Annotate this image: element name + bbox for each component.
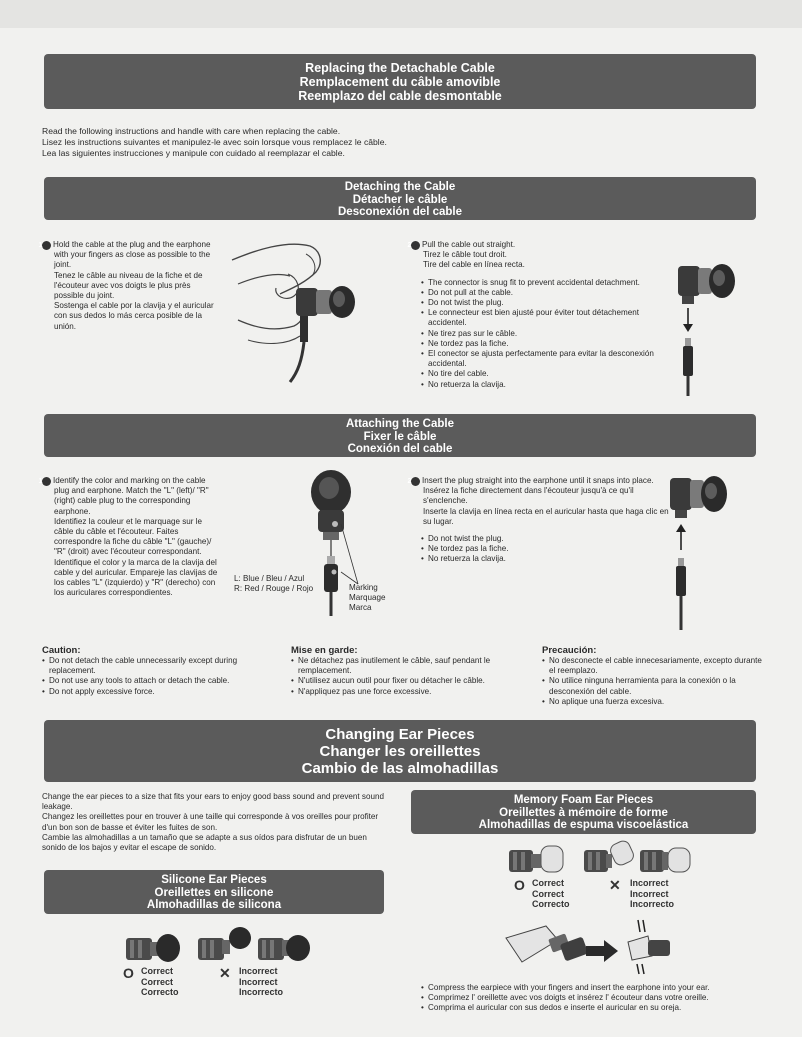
ear-intro [42, 792, 387, 853]
list-item: • Ne tordez pas la fiche. [421, 544, 669, 554]
list-item: • Ne tirez pas sur le câble. [421, 329, 673, 339]
incorrect-symbol: ✕ [219, 965, 231, 981]
step-number-badge: 1 [42, 241, 51, 250]
marking-label [349, 583, 389, 614]
list-item: • Le connecteur est bien ajusté pour éviter tout détachement accidentel. [421, 308, 673, 328]
list-item: • No utilice ninguna herramienta para la conexión o la desconexión del cable. [542, 676, 762, 696]
list-item: • No retuerza la clavija. [421, 380, 673, 390]
detach-step2-fr: Tirez le câble tout droit. [423, 250, 507, 260]
foam-incorrect-label: Incorrect Incorrect Incorrecto [630, 878, 675, 909]
attach-step1-fr: Identifiez la couleur et le marquage sur le câble du câble et l'écouteur. Faites correspondre la fiche du câble "L" (gauche)/ "R" (droit) avec l'écouteur correspondant. [54, 516, 212, 557]
detach-step1 [38, 240, 220, 332]
attach-step1-en: Identify the color and marking on the cable plug and earphone. Match the "L" (left)/ "R" (right) cable plug to the corresponding earphone. [53, 476, 209, 516]
intro-en: Read the following instructions and handle with care when replacing the cable. [42, 126, 341, 136]
silicone-incorrect-label: Incorrect Incorrect Incorrecto [239, 966, 284, 997]
list-item: • The connector is snug fit to prevent accidental detachment. [421, 278, 673, 288]
detach-heading-en: Detaching the Cable [344, 181, 456, 193]
list-item: • Do not pull at the cable. [421, 288, 673, 298]
detach-banner [44, 177, 756, 220]
list-item: • Ne détachez pas inutilement le câble, sauf pendant le remplacement. [291, 656, 511, 676]
attach-insert-illustration [664, 470, 734, 630]
title-fr: Remplacement du câble amovible [299, 75, 501, 89]
attach-step1-es: Identifique el color y la marca de la clavija del cable y del auricular. Empareje las clavijas de los cables "L" (izquierdo) y "R" (derecho) con los auriculares correspondientes. [54, 557, 218, 598]
list-item: • No retuerza la clavija. [421, 554, 669, 564]
incorrect-symbol: ✕ [609, 877, 621, 893]
attach-heading-fr: Fixer le câble [363, 430, 437, 443]
caution-en [42, 645, 262, 697]
title-es: Reemplazo del cable desmontable [298, 89, 502, 103]
ear-heading-fr: Changer les oreillettes [319, 743, 481, 760]
step-number-badge: 2 [411, 241, 420, 250]
step-number-badge: 2 [411, 477, 420, 486]
page-header-strip [0, 0, 802, 28]
intro-text [42, 126, 762, 159]
detach-step1-en: Hold the cable at the plug and the earphone with your fingers as close as possible to the joint. [53, 240, 211, 270]
detach-step1-fr: Tenez le câble au niveau de la fiche et de l'écouteur avec vos doigts le plus près possible du joint. [54, 270, 203, 301]
list-item: • N'appliquez pas une force excessive. [291, 687, 511, 697]
list-item: • Do not twist the plug. [421, 298, 673, 308]
list-item: • Do not apply excessive force. [42, 687, 262, 697]
foam-instructions [421, 983, 756, 1014]
attach-step2-bullets [411, 534, 669, 565]
silicone-correct-label: Correct Correct Correcto [141, 966, 179, 997]
attach-heading-es: Conexión del cable [347, 443, 453, 455]
list-item: • No aplique una fuerza excesiva. [542, 697, 762, 707]
list-item: • Comprima el auricular con sus dedos e inserte el auricular en su oreja. [421, 1003, 756, 1013]
attach-step2-es: Inserte la clavija en línea recta en el auricular hasta que haga clic en su lugar. [423, 506, 669, 526]
list-item: • Do not detach the cable unnecessarily except during replacement. [42, 656, 262, 676]
caution-heading: Precaución: [542, 645, 597, 656]
detach-step2-es: Tire del cable en línea recta. [423, 260, 525, 270]
marking-en: Marking [349, 583, 378, 592]
attach-heading-en: Attaching the Cable [346, 418, 454, 430]
attach-step1 [38, 476, 222, 598]
list-item: • Compress the earpiece with your fingers and insert the earphone into your ear. [421, 983, 756, 993]
correct-symbol: O [123, 965, 134, 981]
detach-step2 [407, 240, 673, 390]
title-banner [44, 54, 756, 109]
foam-heading-es: Almohadillas de espuma viscoelástica [478, 819, 689, 831]
detach-step1-es: Sostenga el cable por la clavija y el auricular con sus dedos lo más cerca posible de la unión. [54, 301, 214, 331]
list-item: • El conector se ajusta perfectamente para evitar la desconexión accidental. [421, 349, 673, 369]
caution-heading: Caution: [42, 645, 81, 656]
title-en: Replacing the Detachable Cable [305, 61, 495, 75]
ear-heading-es: Cambio de las almohadillas [301, 760, 499, 777]
marking-fr: Marquage [349, 593, 386, 603]
list-item: • Do not twist the plug. [421, 534, 669, 544]
intro-fr: Lisez les instructions suivantes et manipulez-le avec soin lorsque vous remplacez le câble. [42, 137, 387, 147]
silicone-heading-fr: Oreillettes en silicone [154, 886, 274, 899]
silicone-incorrect-illustration-2 [256, 932, 312, 962]
silicone-incorrect-illustration-1 [196, 926, 254, 962]
intro-es: Lea las siguientes instrucciones y manipule con cuidado al reemplazar el cable. [42, 148, 345, 158]
list-item: • N'utilisez aucun outil pour fixer ou détacher le câble. [291, 676, 511, 686]
detach-heading-fr: Détacher le câble [352, 193, 448, 206]
attach-banner [44, 414, 756, 457]
list-item: • No desconecte el cable innecesariamente, excepto durante el reemplazo. [542, 656, 762, 676]
list-item: • No tire del cable. [421, 369, 673, 379]
detach-heading-es: Desconexión del cable [338, 206, 462, 218]
silicone-banner [44, 870, 384, 914]
ear-intro-en: Change the ear pieces to a size that fits your ears to enjoy good bass sound and prevent sound leakage. [42, 792, 384, 812]
foam-incorrect-illustration-1 [582, 840, 638, 876]
foam-correct-illustration [507, 840, 567, 876]
silicone-heading-en: Silicone Ear Pieces [161, 874, 267, 886]
attach-step2-en: Insert the plug straight into the earphone until it snaps into place. [422, 476, 654, 485]
foam-incorrect-illustration-2 [638, 842, 694, 876]
correct-symbol: O [514, 877, 525, 893]
detach-step2-en: Pull the cable out straight. [422, 240, 516, 249]
list-item: • Ne tordez pas la fiche. [421, 339, 673, 349]
step-number-badge: 1 [42, 477, 51, 486]
detach-earphone-illustration [672, 256, 742, 396]
ear-intro-es: Cambie las almohadillas a un tamaño que se adapte a sus oídos para disfrutar de un buen sonido de los bajos y evitar el escape de sonido. [42, 832, 367, 853]
silicone-correct-illustration [124, 930, 184, 964]
legend-right: R: Red / Rouge / Rojo [234, 584, 314, 594]
foam-heading-en: Memory Foam Ear Pieces [513, 794, 654, 806]
list-item: • Do not use any tools to attach or detach the cable. [42, 676, 262, 686]
silicone-heading-es: Almohadillas de silicona [146, 899, 282, 911]
list-item: • Comprimez l' oreillette avec vos doigts et insérez l' écouteur dans votre oreille. [421, 993, 756, 1003]
caution-heading: Mise en garde: [291, 645, 358, 656]
attach-step2-fr: Insérez la fiche directement dans l'écouteur jusqu'à ce qu'il s'enclenche. [423, 486, 634, 506]
detach-hand-illustration [228, 232, 373, 382]
foam-heading-fr: Oreillettes à mémoire de forme [499, 806, 668, 819]
foam-compress-illustration [500, 918, 680, 976]
legend-left: L: Blue / Bleu / Azul [234, 574, 305, 583]
marking-es: Marca [349, 603, 372, 613]
attach-step2 [407, 476, 669, 565]
caution-fr [291, 645, 511, 697]
foam-banner [411, 790, 756, 834]
foam-correct-label: Correct Correct Correcto [532, 878, 570, 909]
ear-heading-en: Changing Ear Pieces [325, 726, 475, 743]
detach-step2-bullets [411, 278, 673, 390]
ear-intro-fr: Changez les oreillettes pour en trouver à une taille qui corresponde à vos oreilles pour profiter d'un bon son de basse et éviter les fuites de son. [42, 812, 379, 832]
caution-es [542, 645, 762, 707]
ear-banner [44, 720, 756, 782]
